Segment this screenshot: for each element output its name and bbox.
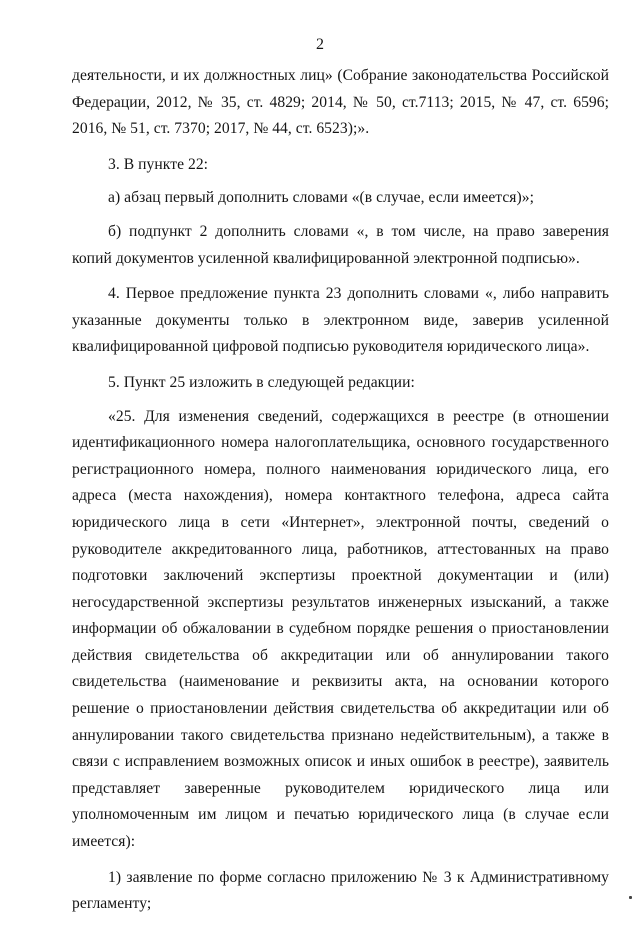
paragraph-item-5: 5. Пункт 25 изложить в следующей редакции: (108, 373, 415, 391)
paragraph-item-3b: б) подпункт 2 дополнить словами «, в том числе, на право заверения копий документов усиленной квалифицированной электронной подписью». (72, 222, 609, 267)
page-number: 2 (316, 36, 324, 53)
paragraph-item-25-1: 1) заявление по форме согласно приложению № 3 к Административному регламенту; (72, 868, 609, 913)
paragraph-item-4: 4. Первое предложение пункта 23 дополнить словами «, либо направить указанные документы только в электронном виде, заверив усиленной квалифицированной цифровой подписью руководителя юридического лица». (72, 285, 609, 356)
paragraph-continuation: деятельности, и их должностных лиц» (Собрание законодательства Российской Федерации, 2012, № 35, ст. 4829; 2014, № 50, ст.7113; 2015, № 47, ст. 6596; 2016, № 51, ст. 7370; 2017, № 44, ст. 6523);». (72, 67, 609, 138)
document-body (72, 63, 609, 927)
paragraph-item-25-text: «25. Для изменения сведений, содержащихся в реестре (в отношении идентификационного номера налогоплательщика, основного государственного регистрационного номера, полного наименования юридического лица, его адреса (места нахождения), номера контактного телефона, адреса сайта юридического лица в сети «Интернет», электронной почты, сведений о руководителе аккредитованного лица, работников, аттестованных на право подготовки заключений экспертизы проектной документации и (или) негосударственной экспертизы результатов инженерных изысканий, а также информации об обжаловании в судебном порядке решения о приостановлении действия свидетельства об аккредитации или об аннулировании такого свидетельства (наименование и реквизиты акта, на основании которого решение о приостановлении действия свидетельства об аккредитации или об аннулировании такого свидетельства признано недействительным), а также в связи с исправлением возможных описок и иных ошибок в реестре), заявитель представляет заверенные руководителем юридического лица или уполномоченным им лицом и печатью юридического лица (в случае если имеется): (72, 407, 609, 851)
paragraph-item-3: 3. В пункте 22: (108, 155, 209, 173)
scan-speck (629, 896, 632, 899)
paragraph-item-3a: а) абзац первый дополнить словами «(в случае, если имеется)»; (108, 189, 535, 207)
